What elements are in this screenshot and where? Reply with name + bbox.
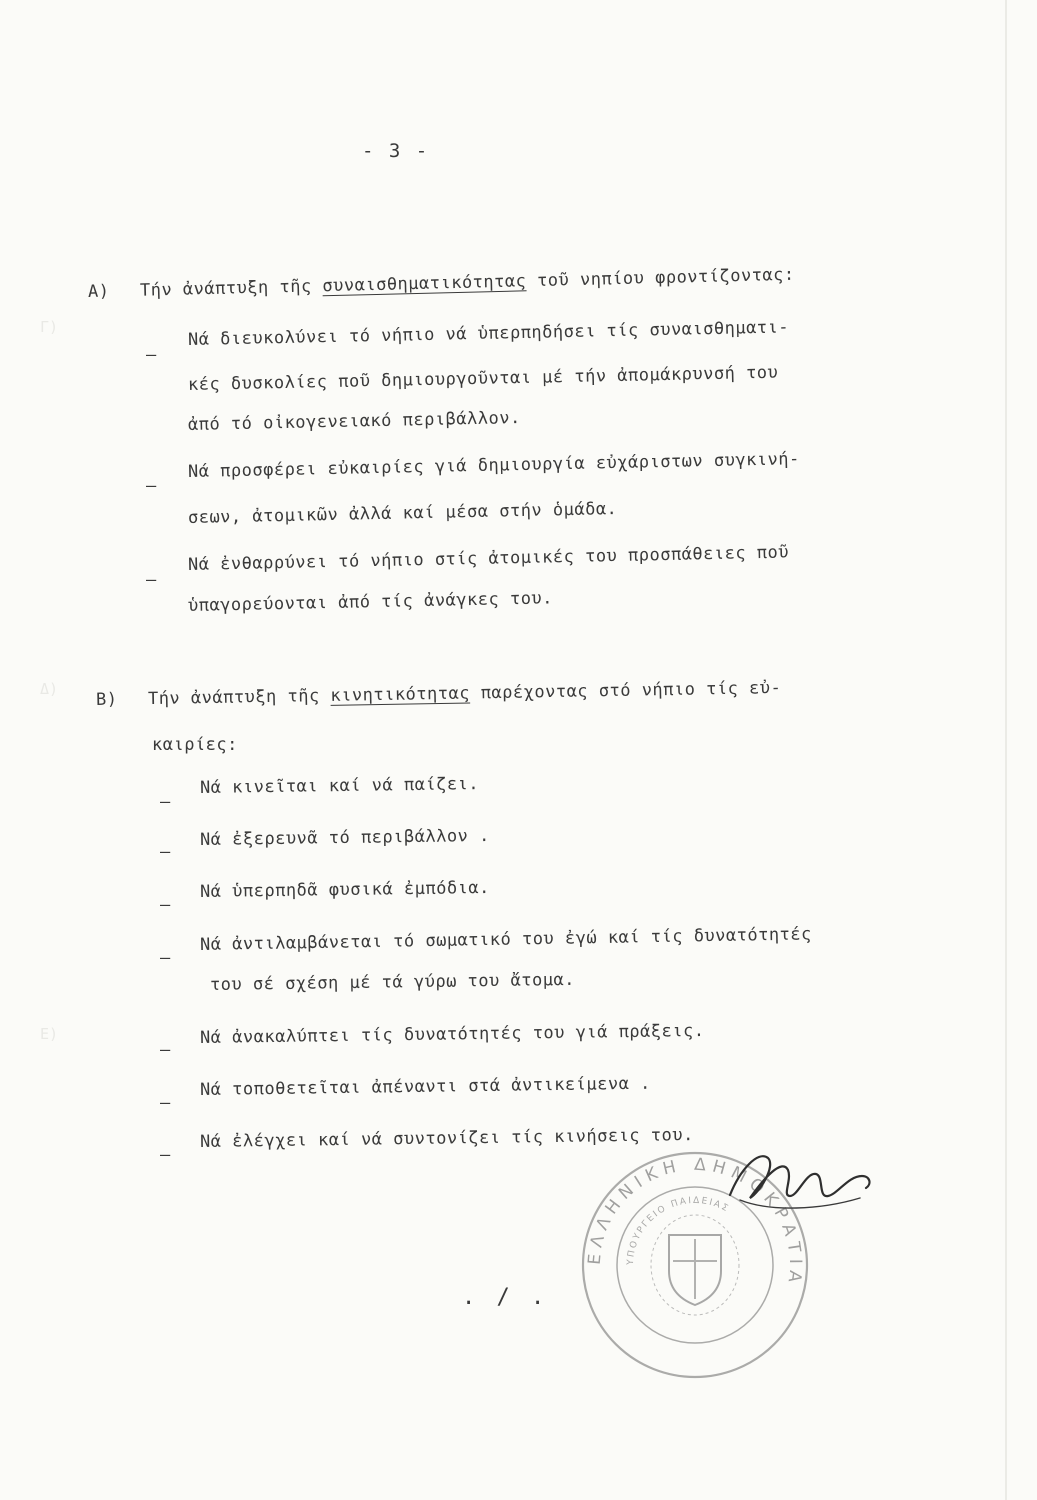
section-b-item-5 [200, 1021, 705, 1048]
section-a-label: A) [87, 281, 110, 302]
section-a-heading [88, 265, 795, 302]
item-line: κές δυσκολίες ποῦ δημιουργοῦνται μέ τήν ἀπομάκρυνσή του [187, 362, 779, 395]
section-b-item-1 [200, 774, 479, 798]
bleed-through-mark: Ε) [40, 1025, 59, 1043]
end-mark: . / . [462, 1285, 549, 1310]
item-line: Νά ὑπερπηδᾶ φυσικά ἐμπόδια. [199, 877, 490, 902]
bleed-through-mark: Δ) [40, 680, 59, 698]
section-b-heading [96, 678, 782, 710]
bullet-dash: – [160, 948, 171, 968]
item-line: Νά ἀνακαλύπτει τίς δυνατότητές του γιά πράξεις. [199, 1020, 705, 1048]
item-line: Νά ἐξερευνᾶ τό περιβάλλον . [199, 825, 490, 850]
section-b-item-2 [200, 826, 490, 850]
bullet-dash: – [160, 895, 171, 915]
bullet-dash: – [160, 1093, 171, 1113]
section-b-intro: Τήν ἀνάπτυξη τῆς [147, 685, 331, 710]
bullet-dash: – [160, 1040, 171, 1060]
bleed-through-mark: Γ) [40, 318, 59, 336]
section-b-item-4-cont [210, 970, 575, 995]
item-line: καιρίες: [152, 735, 238, 755]
item-line: Νά προσφέρει εὐκαιρίες γιά δημιουργία εὐχάριστων συγκινή- [187, 449, 800, 482]
item-line: σεων, ἀτομικῶν ἀλλά καί μέσα στήν ὁμάδα. [187, 499, 618, 528]
bullet-dash: – [146, 476, 157, 496]
paper-fold-shadow [1005, 0, 1007, 1500]
item-line: Νά διευκολύνει τό νήπιο νά ὑπερπηδήσει τίς συναισθηματι- [187, 317, 790, 350]
item-line: Νά ἀντιλαμβάνεται τό σωματικό του ἐγώ καί τίς δυνατότητές [199, 924, 812, 955]
section-b-intro-cont [152, 735, 238, 755]
handwritten-signature [720, 1140, 880, 1220]
section-b-item-3 [200, 878, 490, 902]
item-line: ἀπό τό οἰκογενειακό περιβάλλον. [187, 408, 521, 435]
section-b-item-6 [200, 1074, 651, 1100]
section-b-intro-end: παρέχοντας στό νήπιο τίς εὐ- [469, 678, 782, 704]
bullet-dash: – [146, 570, 157, 590]
bullet-dash: – [146, 345, 157, 365]
item-line: Νά κινεῖται καί νά παίζει. [199, 774, 480, 798]
section-a-item-1-cont [188, 363, 779, 395]
item-line: ὑπαγορεύονται ἀπό τίς ἀνάγκες του. [187, 588, 554, 616]
item-line: Νά ἐνθαρρύνει τό νήπιο στίς ἀτομικές του προσπάθειες ποῦ [187, 542, 790, 575]
page-number: - 3 - [362, 140, 430, 162]
svg-text:ΥΠΟΥΡΓΕΙΟ ΠΑΙΔΕΙΑΣ [626, 1196, 731, 1266]
coat-of-arms-icon [651, 1215, 739, 1315]
section-a-item-2 [188, 449, 800, 482]
bullet-dash: – [160, 1145, 171, 1165]
bullet-dash: – [160, 842, 171, 862]
section-a-item-3 [188, 542, 789, 575]
section-a-item-1-cont [188, 408, 521, 435]
section-a-item-3-cont [188, 588, 553, 616]
section-a-intro-end: τοῦ νηπίου φροντίζοντας: [526, 264, 795, 292]
item-line: του σέ σχέση μέ τά γύρω του ἄτομα. [209, 969, 576, 995]
section-a-item-1 [188, 317, 789, 350]
section-a-item-2-cont [188, 499, 618, 528]
section-b-keyword: κινητικότητας [330, 683, 471, 706]
bullet-dash: – [160, 792, 171, 812]
section-a-intro: Τήν ἀνάπτυξη τῆς [139, 276, 323, 301]
section-b-item-4 [200, 924, 812, 955]
item-line: Νά ἐλέγχει καί νά συντονίζει τίς κινήσεις του. [199, 1125, 694, 1152]
section-b-label: B) [95, 689, 118, 710]
section-a-keyword: συναισθηματικότητας [322, 271, 527, 297]
item-line: Νά τοποθετεῖται ἀπέναντι στά ἀντικείμενα . [199, 1073, 651, 1100]
stamp-outer-text: ΕΛΛΗΝΙΚΗ ΔΗΜΟΚΡΑΤΙΑ [584, 1154, 806, 1290]
stamp-inner-text: ΥΠΟΥΡΓΕΙΟ ΠΑΙΔΕΙΑΣ [625, 1195, 732, 1266]
